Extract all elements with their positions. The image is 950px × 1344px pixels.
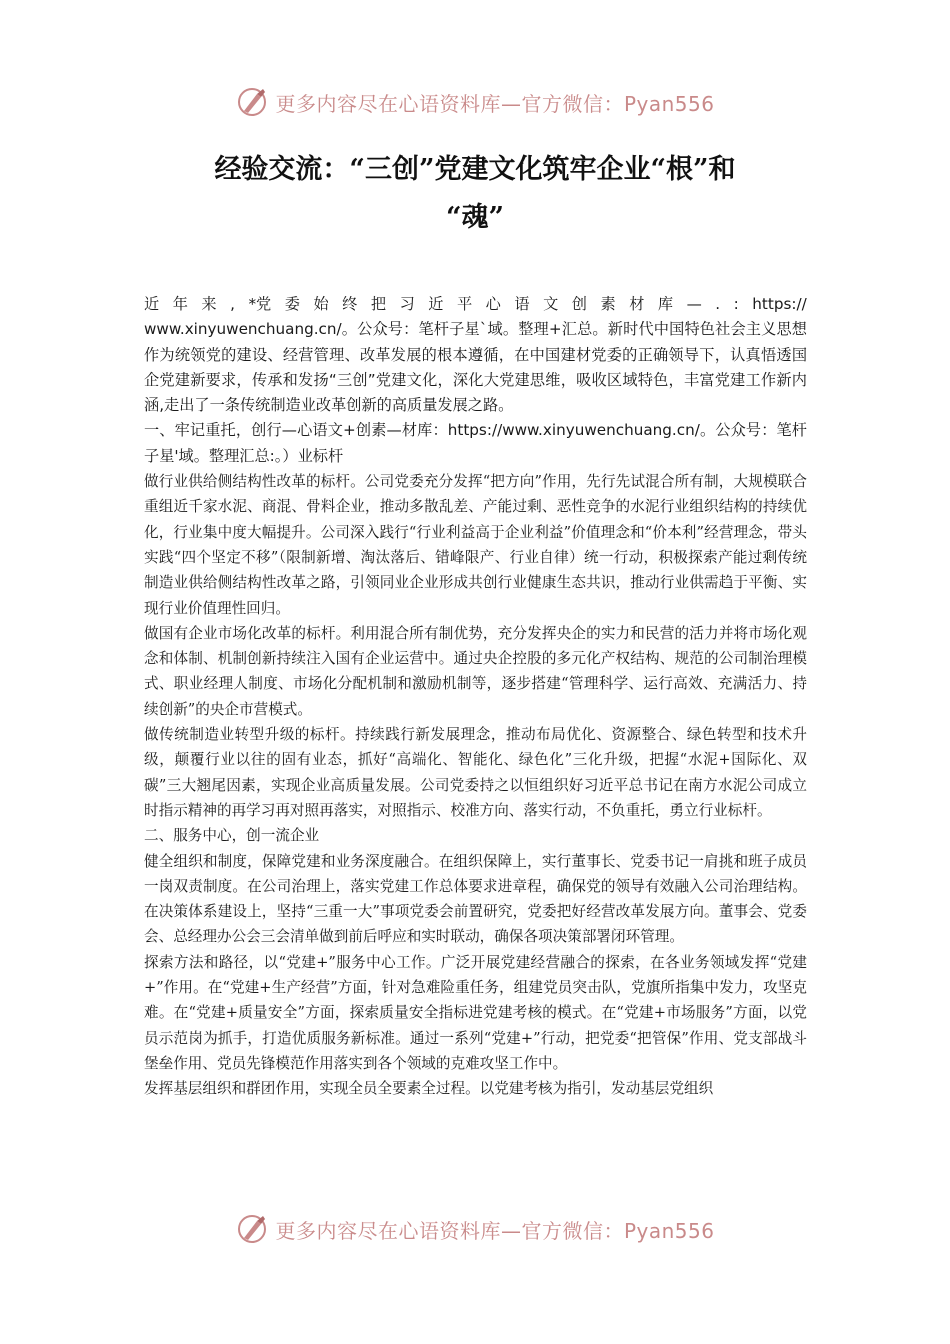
- intro-char: 近: [428, 295, 444, 313]
- intro-char: 年: [172, 295, 188, 313]
- title-line-1: 经验交流：“三创”党建文化筑牢企业“根”和: [214, 154, 736, 185]
- intro-char: 委: [284, 295, 300, 313]
- intro-paragraph: www.xinyuwenchuang.cn/。公众号：笔杆子星`域。整理+汇总。新时代中国特色社会主义思想作为统领党的建设、经营管理、改革发展的根本遵循，在中国建材党委的正确领导下，认真悟透国企党建新要求，传承和发扬“三创”党建文化，深化大党建思维，吸收区域特色，丰富党建工作新内涵,走出了一条传统制造业改革创新的高质量发展之路。: [144, 320, 807, 415]
- intro-char: 近: [144, 295, 160, 313]
- intro-char: —: [686, 295, 702, 313]
- intro-char: 始: [313, 295, 329, 313]
- intro-char: 创: [571, 295, 587, 313]
- intro-char: 平: [456, 295, 473, 313]
- intro-char: 把: [370, 295, 387, 313]
- intro-char: *党: [248, 295, 272, 313]
- section-1-heading: 一、牢记重托，创行—心语文+创素—材库：https://www.xinyuwenchuang.cn/。公众号：笔杆子星'域。整理汇总:。）业标杆: [144, 421, 807, 465]
- section-1-paragraph-3: 做传统制造业转型升级的标杆。持续践行新发展理念，推动布局优化、资源整合、绿色转型和技术升级，颠覆行业以往的固有业态，抓好“高端化、智能化、绿色化”三化升级，把握“水泥+国际化、双碳”三大翘尾因素，实现企业高质量发展。公司党委持之以恒组织好习近平总书记在南方水泥公司成立时指示精神的再学习再对照再落实，对照指示、校准方向、落实行动，不负重托，勇立行业标杆。: [144, 726, 807, 819]
- section-2-paragraph-2: 探索方法和路径，以“党建+”服务中心工作。广泛开展党建经营融合的探索，在各业务领域发挥“党建+”作用。在“党建+生产经营”方面，针对急难险重任务，组建党员突击队，党旗所指集中发力，攻坚克难。在“党建+质量安全”方面，探索质量安全指标进党建考核的模式。在“党建+市场服务”方面，以党员示范岗为抓手，打造优质服务新标准。通过一系列“党建+”行动，把党委“把管保”作用、党支部战斗堡垒作用、党员先锋模范作用落实到各个领域的克难攻坚工作中。: [144, 953, 807, 1072]
- watermark-text: 更多内容尽在心语资料库—官方微信：Pyan556: [275, 91, 715, 116]
- pen-nib-circle-icon: [235, 85, 269, 119]
- intro-char: 语: [514, 295, 530, 313]
- intro-char: https://: [752, 295, 807, 313]
- section-2-heading: 二、服务中心，创一流企业: [144, 827, 320, 845]
- watermark-banner-top: [0, 80, 950, 124]
- intro-char: ,: [230, 295, 235, 313]
- watermark-banner-bottom: [0, 1207, 950, 1251]
- document-title: [120, 146, 830, 242]
- intro-char: 素: [600, 295, 616, 313]
- intro-char: 库: [657, 295, 674, 313]
- section-2-paragraph-3: 发挥基层组织和群团作用，实现全员全要素全过程。以党建考核为指引，发动基层党组织: [144, 1080, 714, 1098]
- section-1-paragraph-2: 做国有企业市场化改革的标杆。利用混合所有制优势，充分发挥央企的实力和民营的活力并将市场化观念和体制、机制创新持续注入国有企业运营中。通过央企控股的多元化产权结构、规范的公司制治理模式、职业经理人制度、市场化分配机制和激励机制等，逐步搭建“管理科学、运行高效、充满活力、持续创新”的央企市营模式。: [144, 624, 807, 718]
- document-body: [144, 292, 807, 1102]
- intro-char: 材: [629, 295, 645, 313]
- section-2-paragraph-1: 健全组织和制度，保障党建和业务深度融合。在组织保障上，实行董事长、党委书记一肩挑和班子成员一岗双责制度。在公司治理上，落实党建工作总体要求进章程，确保党的领导有效融入公司治理结构。在决策体系建设上，坚持“三重一大”事项党委会前置研究，党委把好经营改革发展方向。董事会、党委会、总经理办公会三会清单做到前后呼应和实时联动，确保各项决策部署闭环管理。: [144, 852, 807, 946]
- intro-first-line: [144, 292, 807, 317]
- intro-char: 来: [201, 295, 217, 313]
- section-1-paragraph-1: 做行业供给侧结构性改革的标杆。公司党委充分发挥“把方向”作用，先行先试混合所有制，大规模联合重组近千家水泥、商混、骨料企业，推动多散乱差、产能过剩、恶性竞争的水泥行业组织结构的持续优化，行业集中度大幅提升。公司深入践行“行业利益高于企业利益”价值理念和“价本利”经营理念，带头实践“四个坚定不移”（限制新增、淘汰落后、错峰限产、行业自律）统一行动，积极探索产能过剩传统制造业供给侧结构性改革之路，引领同业企业形成共创行业健康生态共识，推动行业供需趋于平衡、实现行业价值理性回归。: [144, 473, 807, 617]
- pen-nib-circle-icon: [235, 1212, 269, 1246]
- watermark-text: 更多内容尽在心语资料库—官方微信：Pyan556: [275, 1218, 715, 1243]
- intro-char: .: [715, 295, 721, 313]
- intro-char: 习: [399, 295, 415, 313]
- intro-char: 终: [342, 295, 358, 313]
- intro-char: 心: [485, 295, 501, 313]
- intro-char: 文: [543, 295, 559, 313]
- title-line-2: “魂”: [445, 202, 505, 233]
- intro-char: :: [733, 295, 739, 313]
